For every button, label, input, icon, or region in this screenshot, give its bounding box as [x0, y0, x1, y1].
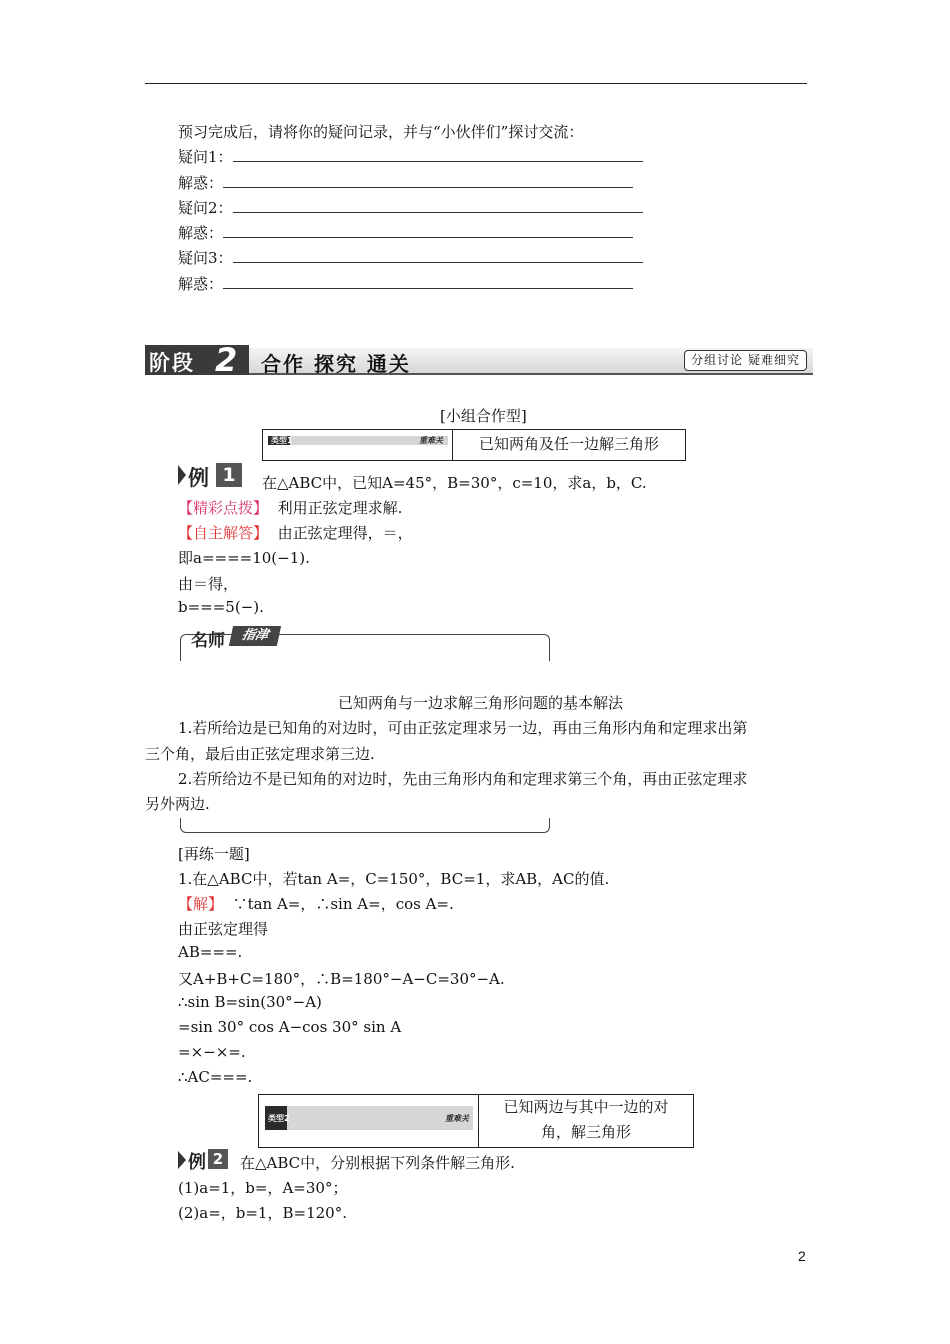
hint-label: 【精彩点拨】 — [178, 499, 269, 517]
type1-mark: 重难关 — [419, 435, 443, 445]
preview-intro: 预习完成后，请将你的疑问记录，并与“小伙伴们”探讨交流： — [178, 123, 584, 141]
example1-answer — [178, 522, 413, 543]
solution-label: 【解】 — [178, 895, 224, 913]
type2-badge: 类型2 — [268, 1114, 290, 1123]
stage-banner — [145, 341, 813, 379]
stage-number: 2 — [215, 341, 238, 379]
type2-strip — [265, 1106, 473, 1130]
example1-number: 1 — [216, 463, 242, 487]
example2-tag — [178, 1148, 228, 1174]
type1-badge: 类型1 — [271, 436, 293, 445]
type1-box — [262, 429, 686, 461]
question-3-row: 疑问3： — [178, 248, 643, 268]
answer-label: 【自主解答】 — [178, 524, 269, 542]
practice-line-1: 由正弦定理得 — [178, 920, 269, 938]
example1-problem: 在△ABC中，已知A=45°，B=30°，c=10，求a，b，C. — [262, 474, 647, 492]
page-number: 2 — [798, 1248, 806, 1264]
example2-word: 例 — [188, 1152, 206, 1173]
answer-3-row: 解惑： — [178, 274, 633, 294]
example1-line-2: 由＝得， — [178, 575, 239, 593]
teacher-box-bottom — [180, 818, 550, 833]
stage-label: 阶段 — [149, 351, 195, 375]
type2-box — [258, 1094, 694, 1148]
teacher-p1-line2: 三个角，最后由正弦定理求第三边. — [145, 745, 375, 763]
stage-title: 合作 探究 通关 — [261, 352, 411, 376]
example1-arrow-icon — [178, 465, 186, 485]
question-1-blank[interactable] — [233, 147, 643, 162]
example1-line-3: b===5(−). — [178, 598, 264, 616]
answer-text: 由正弦定理得，＝， — [277, 524, 413, 542]
type2-mark: 重难关 — [445, 1113, 469, 1123]
teacher-p2-line2: 另外两边. — [145, 795, 210, 813]
question-3-blank[interactable] — [233, 248, 643, 263]
example1-word: 例 — [188, 466, 209, 490]
teacher-p2-line1: 2.若所给边不是已知角的对边时，先由三角形内角和定理求第三个角，再由正弦定理求 — [178, 770, 748, 788]
question-2-blank[interactable] — [233, 198, 643, 213]
answer-1-row: 解惑： — [178, 173, 633, 193]
type2-left-cell — [259, 1095, 479, 1147]
type2-text-line1: 已知两边与其中一边的对 — [503, 1098, 669, 1116]
answer-2-row: 解惑： — [178, 223, 633, 243]
header-rule — [145, 83, 807, 84]
example2-problem: 在△ABC中，分别根据下列条件解三角形. — [240, 1154, 515, 1172]
practice-line-5: =sin 30° cos A−cos 30° sin A — [178, 1018, 402, 1036]
type2-text — [479, 1095, 693, 1145]
stage-tag: 分组讨论 疑难细究 — [684, 350, 807, 371]
type1-text: 已知两角及任一边解三角形 — [478, 435, 659, 453]
teacher-p1-line1: 1.若所给边是已知角的对边时，可由正弦定理求另一边，再由三角形内角和定理求出第 — [178, 719, 748, 737]
example1-hint — [178, 497, 402, 518]
teacher-label — [191, 624, 281, 651]
answer-3-blank[interactable] — [223, 274, 633, 289]
example1-line-1: 即a====10(−1). — [178, 549, 310, 567]
hint-text: 利用正弦定理求解. — [277, 499, 403, 517]
practice-line-7: ∴AC===. — [178, 1068, 253, 1086]
practice-label: [再练一题] — [178, 845, 250, 863]
practice-solution — [178, 893, 454, 914]
teacher-heading: 已知两角与一边求解三角形问题的基本解法 — [338, 694, 624, 712]
solution-text: ∵tan A=，∴sin A=，cos A=. — [232, 895, 454, 913]
group-type-label: [小组合作型] — [440, 407, 527, 425]
example2-item-2: (2)a=，b=1，B=120°. — [178, 1204, 347, 1222]
example1-tag — [178, 462, 248, 488]
practice-problem: 1.在△ABC中，若tan A=，C=150°，BC=1，求AB，AC的值. — [178, 870, 610, 888]
practice-line-4: ∴sin B=sin(30°−A) — [178, 993, 322, 1011]
teacher-label-b: 指津 — [229, 626, 281, 646]
practice-line-6: =×−×=. — [178, 1043, 246, 1061]
example2-arrow-icon — [178, 1151, 186, 1169]
answer-2-blank[interactable] — [223, 223, 633, 238]
practice-line-3: 又A+B+C=180°，∴B=180°−A−C=30°−A. — [178, 970, 505, 988]
type2-text-line2: 角，解三角形 — [540, 1123, 631, 1141]
question-1-row: 疑问1： — [178, 147, 643, 167]
answer-1-blank[interactable] — [223, 173, 633, 188]
teacher-label-a: 名师 — [191, 631, 225, 651]
question-2-row: 疑问2： — [178, 198, 643, 218]
practice-line-2: AB===. — [178, 943, 243, 961]
type1-left-cell — [263, 430, 453, 460]
example2-item-1: (1)a=1，b=，A=30°； — [178, 1179, 348, 1197]
example2-number: 2 — [208, 1149, 228, 1169]
